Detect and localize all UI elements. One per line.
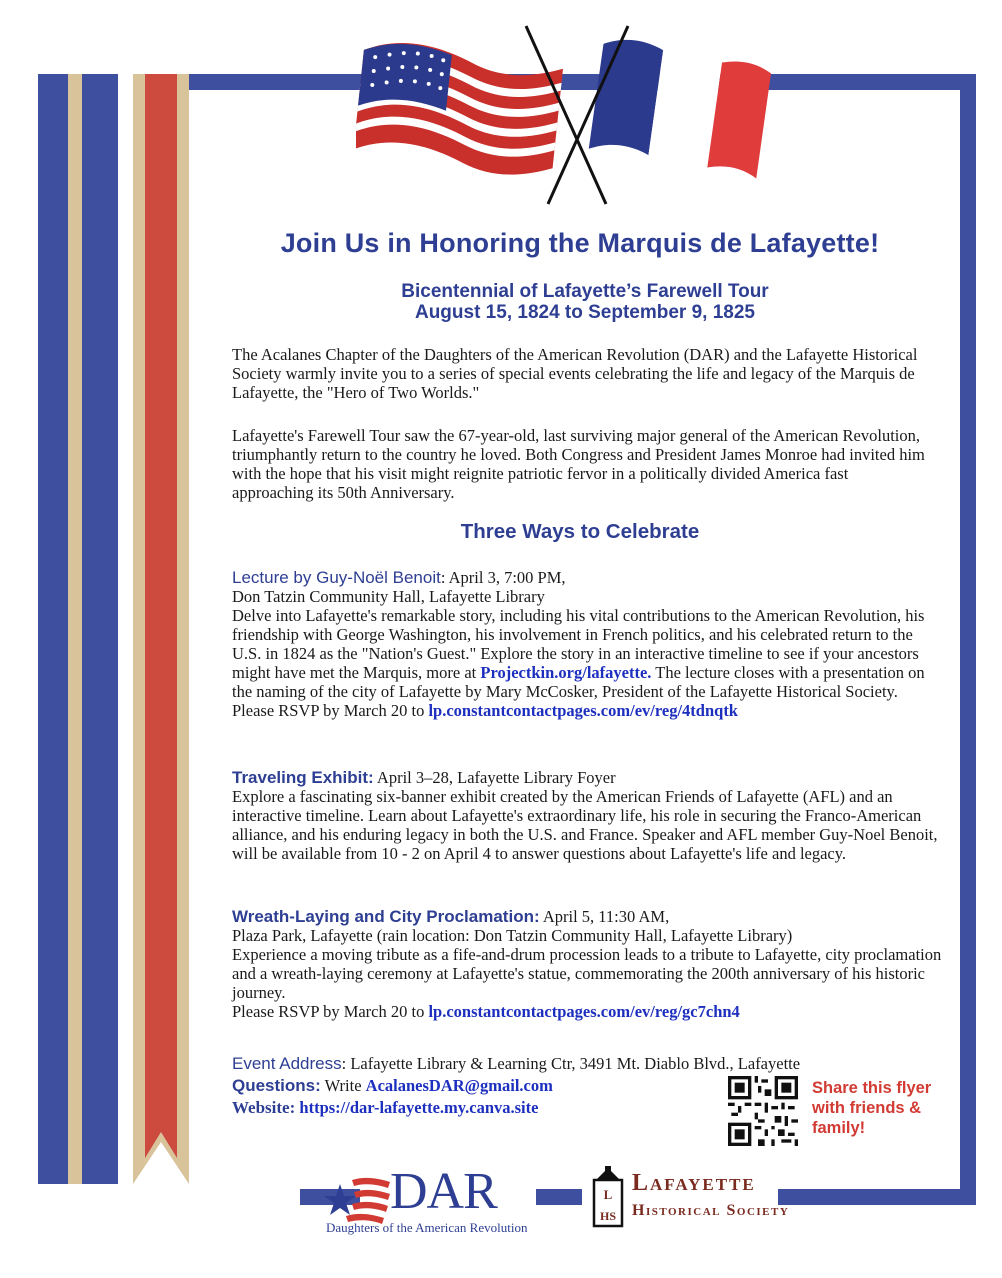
- rsvp-link[interactable]: lp.constantcontactpages.com/ev/reg/4tdnqtk: [428, 701, 738, 720]
- event-body: Delve into Lafayette's remarkable story, including his vital contributions to the American Revolution, his friendship with George Washington, his involvement in French politics, and his celebrated return to the U.S. in 1824 as the "Nation's Guest." Explore the story in an interactive timeline to see if your ancestors might have met the Marquis, more at: [232, 606, 925, 682]
- address-label: Event Address: [232, 1054, 342, 1073]
- questions-label: Questions:: [232, 1076, 321, 1095]
- event-where: Plaza Park, Lafayette (rain location: Don Tatzin Community Hall, Lafayette Library): [232, 926, 793, 945]
- rsvp-link[interactable]: lp.constantcontactpages.com/ev/reg/gc7chn4: [428, 1002, 740, 1021]
- event-heading: Lecture by Guy-Noël Benoit: [232, 568, 441, 587]
- website-label: Website:: [232, 1098, 296, 1117]
- projectkin-link[interactable]: Projectkin.org/lafayette.: [480, 663, 652, 682]
- frame-bottom-border: [778, 1189, 976, 1205]
- left-border-stripe: [82, 74, 118, 1184]
- subtitle-dates: August 15, 1824 to September 9, 1825: [414, 302, 756, 323]
- intro-paragraph: Lafayette's Farewell Tour saw the 67-year-old, last surviving major general of the American Revolution, triumphantly return to the country he loved. Both Congress and President James Monroe had invited him with the hope that his visit might reignite patriotic fervor in a politically divided America fast approaching its 50th Anniversary.: [232, 426, 925, 502]
- questions-prefix: Write: [320, 1076, 366, 1095]
- event-body: Experience a moving tribute as a fife-and-drum procession leads to a tribute to Lafayette, city proclamation and a wreath-laying ceremony at Lafayette's statue, commemorating the 200th anniversary of his historic journey.: [232, 945, 942, 1002]
- page-title: Join Us in Honoring the Marquis de Lafayette!: [280, 228, 880, 258]
- event-where: Don Tatzin Community Hall, Lafayette Library: [232, 587, 545, 606]
- section-title: Three Ways to Celebrate: [460, 520, 700, 543]
- event-when: : April 3, 7:00 PM,: [440, 568, 566, 587]
- event-rsvp: Please RSVP by March 20 to: [232, 1002, 429, 1021]
- event-lecture: [232, 568, 942, 720]
- share-line: Share this flyer: [812, 1079, 932, 1097]
- event-heading: Wreath-Laying and City Proclamation:: [232, 907, 540, 926]
- lighthouse-building-icon: [590, 1166, 626, 1228]
- subtitle: [180, 281, 990, 323]
- event-exhibit: [232, 768, 942, 863]
- lhs-icon-letter: L: [603, 1187, 613, 1202]
- share-line: with friends &: [812, 1099, 922, 1117]
- website-link[interactable]: https://dar-lafayette.my.canva.site: [299, 1098, 539, 1117]
- dar-logo: [322, 1160, 534, 1238]
- share-flyer-note: [812, 1078, 952, 1138]
- qr-code-icon[interactable]: [728, 1076, 798, 1146]
- left-border-stripe: [38, 74, 68, 1184]
- dar-subtitle: Daughters of the American Revolution: [326, 1220, 528, 1235]
- left-border-stripe: [68, 74, 82, 1184]
- frame-bottom-border: [536, 1189, 582, 1205]
- event-body: Explore a fascinating six-banner exhibit created by the American Friends of Lafayette (AFL) and an interactive timeline. Learn about Lafayette's extraordinary life, his role in securing the Franco-American alliance, and his enduring legacy in both the U.S. and France. Speaker and AFL member Guy-Noel Benoit, will be available from 10 - 2 on April 4 to answer questions about Lafayette's life and legacy.: [232, 787, 938, 863]
- lhs-wordmark: Lafayette: [632, 1170, 756, 1196]
- event-wreath: [232, 907, 942, 1021]
- event-heading: Traveling Exhibit:: [232, 768, 374, 787]
- intro-paragraph: The Acalanes Chapter of the Daughters of the American Revolution (DAR) and the Lafayette Historical Society warmly invite you to a series of special events celebrating the life and legacy of the Marquis de Lafayette, the "Hero of Two Worlds.": [232, 345, 918, 402]
- event-address: [232, 1053, 932, 1074]
- address-value: : Lafayette Library & Learning Ctr, 3491 Mt. Diablo Blvd., Lafayette: [341, 1054, 801, 1073]
- event-when: April 5, 11:30 AM,: [539, 907, 670, 926]
- email-link[interactable]: AcalanesDAR@gmail.com: [365, 1076, 553, 1095]
- event-when: April 3–28, Lafayette Library Foyer: [373, 768, 616, 787]
- dar-wordmark: DAR: [390, 1163, 497, 1220]
- event-body: The lecture closes with a presentation on the naming of the city of Lafayette by Mary McCosker, President of the Lafayette Historical Society. Please RSVP by March 20 to: [232, 663, 925, 720]
- lhs-subtitle: Historical Society: [632, 1202, 790, 1219]
- subtitle-line: Bicentennial of Lafayette’s Farewell Tour: [401, 281, 769, 302]
- crossed-flags-icon: [356, 18, 776, 208]
- share-line: family!: [812, 1119, 866, 1137]
- lhs-icon-letters: HS: [599, 1209, 617, 1223]
